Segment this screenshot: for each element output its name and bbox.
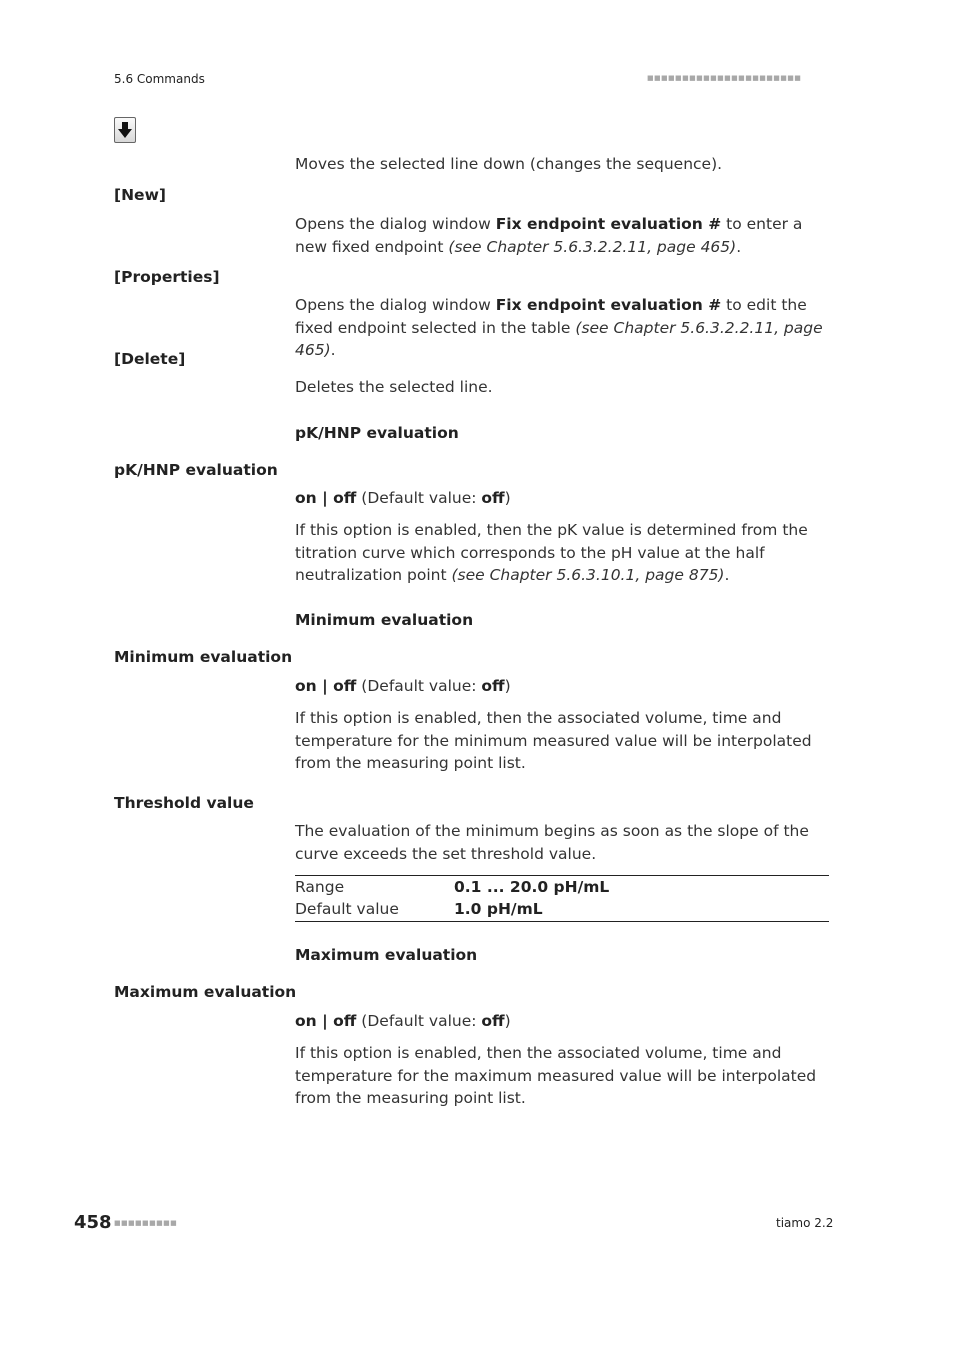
pk-options: on | off (Default value: off) bbox=[295, 489, 511, 507]
properties-term: [Properties] bbox=[114, 268, 220, 286]
pk-desc: If this option is enabled, then the pK value is determined from the titration curve which corresponds to the pH value at the half neutralization point (see Chapter 5.6.3.10.1, page 875). bbox=[295, 521, 808, 584]
delete-desc: Deletes the selected line. bbox=[295, 378, 493, 396]
move-down-desc: Moves the selected line down (changes the sequence). bbox=[295, 155, 723, 173]
pk-term: pK/HNP evaluation bbox=[114, 461, 278, 479]
default-value: 1.0 pH/mL bbox=[454, 900, 543, 918]
header-dots: ■■■■■■■■■■■■■■■■■■■■■■ bbox=[647, 74, 802, 82]
max-term: Maximum evaluation bbox=[114, 983, 297, 1001]
min-term: Minimum evaluation bbox=[114, 648, 293, 666]
running-header-section: 5.6 Commands bbox=[114, 72, 205, 86]
range-value: 0.1 ... 20.0 pH/mL bbox=[454, 878, 610, 896]
max-options: on | off (Default value: off) bbox=[295, 1012, 511, 1030]
table-bottom-rule bbox=[295, 921, 829, 922]
arrow-down-icon bbox=[115, 118, 135, 142]
page-number: 458 bbox=[74, 1212, 112, 1233]
new-desc: Opens the dialog window Fix endpoint evaluation # to enter a new fixed endpoint (see Chapter 5.6.3.2.2.11, page 465). bbox=[295, 215, 803, 256]
min-options: on | off (Default value: off) bbox=[295, 677, 511, 695]
move-down-button[interactable] bbox=[114, 117, 136, 143]
footer-product: tiamo 2.2 bbox=[776, 1216, 834, 1230]
range-label: Range bbox=[295, 878, 345, 896]
chapter-reference-link[interactable]: (see Chapter 5.6.3.2.2.11, page 465) bbox=[295, 318, 823, 359]
min-heading: Minimum evaluation bbox=[295, 611, 474, 629]
threshold-term: Threshold value bbox=[114, 794, 254, 812]
chapter-reference-link[interactable]: (see Chapter 5.6.3.10.1, page 875) bbox=[451, 566, 725, 584]
min-desc: If this option is enabled, then the associated volume, time and temperature for the minimum measured value will be interpolated from the measuring point list. bbox=[295, 709, 812, 772]
default-label: Default value bbox=[295, 900, 399, 918]
delete-term: [Delete] bbox=[114, 350, 186, 368]
threshold-desc: The evaluation of the minimum begins as soon as the slope of the curve exceeds the set threshold value. bbox=[295, 822, 809, 863]
max-desc: If this option is enabled, then the associated volume, time and temperature for the maximum measured value will be interpolated from the measuring point list. bbox=[295, 1044, 817, 1107]
footer-dots: ■■■■■■■■■ bbox=[114, 1219, 178, 1227]
pk-heading: pK/HNP evaluation bbox=[295, 424, 459, 442]
new-term: [New] bbox=[114, 186, 166, 204]
chapter-reference-link[interactable]: (see Chapter 5.6.3.2.2.11, page 465) bbox=[448, 237, 737, 256]
properties-desc: Opens the dialog window Fix endpoint evaluation # to edit the fixed endpoint selected in the table (see Chapter 5.6.3.2.2.11, page 465). bbox=[295, 296, 823, 359]
max-heading: Maximum evaluation bbox=[295, 946, 478, 964]
